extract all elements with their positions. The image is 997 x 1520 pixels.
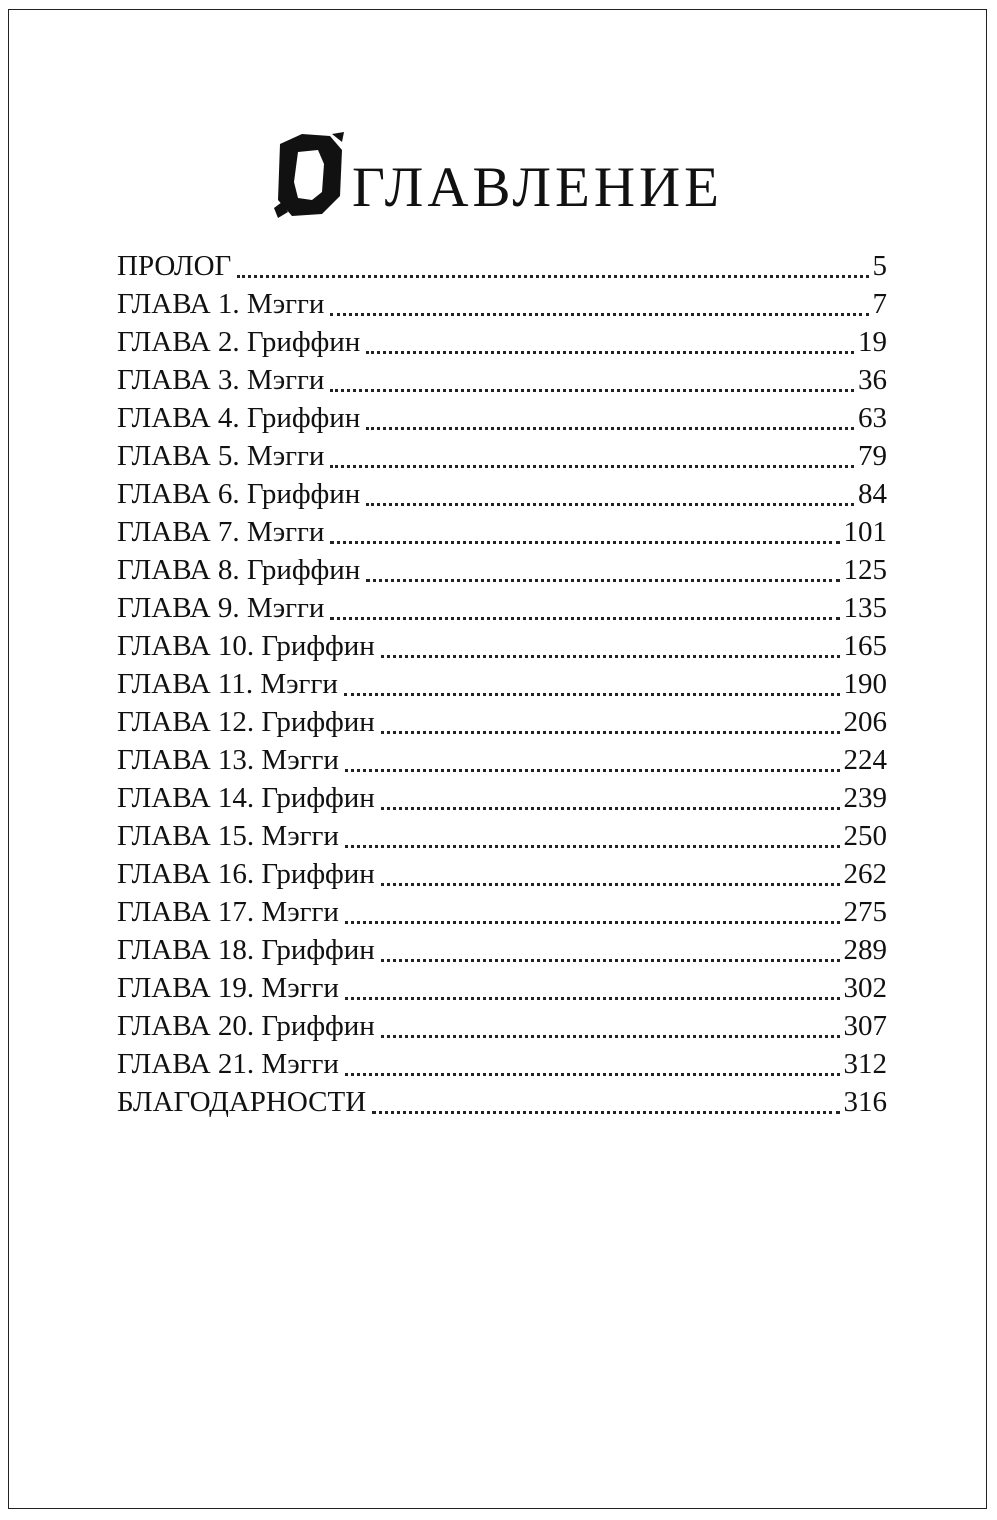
dot-leader bbox=[381, 883, 840, 886]
toc-entry-label: ГЛАВА 8. Гриффин bbox=[117, 554, 361, 586]
toc-entry-page-number: 63 bbox=[858, 402, 887, 434]
toc-entry bbox=[117, 437, 887, 475]
toc-entry-page-number: 206 bbox=[843, 706, 887, 738]
toc-entry-label: ГЛАВА 19. Мэгги bbox=[117, 972, 339, 1004]
toc-entry-page-number: 289 bbox=[843, 934, 887, 966]
dot-leader bbox=[372, 1111, 839, 1114]
toc-entry-page-number: 224 bbox=[843, 744, 887, 776]
dot-leader bbox=[344, 693, 840, 696]
toc-entry bbox=[117, 1083, 887, 1121]
toc-entry-page-number: 239 bbox=[843, 782, 887, 814]
dot-leader bbox=[330, 389, 854, 392]
toc-entry-label: ГЛАВА 3. Мэгги bbox=[117, 364, 325, 396]
dot-leader bbox=[330, 465, 854, 468]
toc-entry-label: ГЛАВА 12. Гриффин bbox=[117, 706, 375, 738]
toc-entry bbox=[117, 361, 887, 399]
toc-entry bbox=[117, 323, 887, 361]
toc-entry-page-number: 125 bbox=[843, 554, 887, 586]
toc-entry-label: ГЛАВА 21. Мэгги bbox=[117, 1048, 339, 1080]
dot-leader bbox=[366, 427, 854, 430]
toc-entry bbox=[117, 513, 887, 551]
toc-entry-page-number: 316 bbox=[843, 1086, 887, 1118]
dot-leader bbox=[366, 503, 854, 506]
toc-entry bbox=[117, 247, 887, 285]
toc-entry bbox=[117, 893, 887, 931]
ornate-o-icon bbox=[272, 130, 346, 220]
toc-entry bbox=[117, 817, 887, 855]
toc-entry bbox=[117, 741, 887, 779]
toc-entry-page-number: 312 bbox=[843, 1048, 887, 1080]
toc-entry bbox=[117, 779, 887, 817]
book-page bbox=[8, 9, 987, 1509]
dot-leader bbox=[345, 997, 840, 1000]
dot-leader bbox=[237, 275, 868, 278]
toc-entry-page-number: 250 bbox=[843, 820, 887, 852]
toc-entry-page-number: 5 bbox=[872, 250, 887, 282]
toc-entry-page-number: 19 bbox=[858, 326, 887, 358]
dot-leader bbox=[330, 617, 839, 620]
toc-entry-page-number: 165 bbox=[843, 630, 887, 662]
toc-entry-label: ГЛАВА 11. Мэгги bbox=[117, 668, 338, 700]
toc-entry-page-number: 135 bbox=[843, 592, 887, 624]
toc-entry bbox=[117, 931, 887, 969]
toc-entry-page-number: 190 bbox=[843, 668, 887, 700]
dot-leader bbox=[345, 769, 840, 772]
dot-leader bbox=[381, 1035, 840, 1038]
table-of-contents bbox=[117, 247, 887, 1121]
toc-entry-page-number: 101 bbox=[843, 516, 887, 548]
toc-entry-label: ГЛАВА 6. Гриффин bbox=[117, 478, 361, 510]
dot-leader bbox=[381, 959, 840, 962]
toc-entry bbox=[117, 399, 887, 437]
toc-entry-label: ГЛАВА 2. Гриффин bbox=[117, 326, 361, 358]
toc-entry-page-number: 36 bbox=[858, 364, 887, 396]
toc-entry-label: ГЛАВА 16. Гриффин bbox=[117, 858, 375, 890]
toc-entry-label: ГЛАВА 5. Мэгги bbox=[117, 440, 325, 472]
dot-leader bbox=[345, 921, 840, 924]
toc-entry-label: ГЛАВА 9. Мэгги bbox=[117, 592, 325, 624]
toc-entry-page-number: 84 bbox=[858, 478, 887, 510]
toc-entry bbox=[117, 589, 887, 627]
toc-entry bbox=[117, 969, 887, 1007]
title-text: главление bbox=[352, 133, 723, 224]
toc-entry-label: ГЛАВА 17. Мэгги bbox=[117, 896, 339, 928]
dot-leader bbox=[330, 541, 839, 544]
dot-leader bbox=[381, 807, 840, 810]
dot-leader bbox=[381, 731, 840, 734]
toc-entry bbox=[117, 551, 887, 589]
toc-entry-label: ГЛАВА 1. Мэгги bbox=[117, 288, 325, 320]
toc-entry-label: ПРОЛОГ bbox=[117, 250, 232, 282]
toc-entry-label: ГЛАВА 10. Гриффин bbox=[117, 630, 375, 662]
decorative-initial-o bbox=[272, 130, 346, 220]
dot-leader bbox=[381, 655, 840, 658]
toc-entry bbox=[117, 627, 887, 665]
toc-entry-page-number: 262 bbox=[843, 858, 887, 890]
toc-entry-label: ГЛАВА 4. Гриффин bbox=[117, 402, 361, 434]
dot-leader bbox=[330, 313, 868, 316]
dot-leader bbox=[345, 845, 840, 848]
toc-entry-label: ГЛАВА 18. Гриффин bbox=[117, 934, 375, 966]
toc-entry bbox=[117, 285, 887, 323]
toc-entry-page-number: 79 bbox=[858, 440, 887, 472]
toc-entry bbox=[117, 1007, 887, 1045]
toc-entry bbox=[117, 665, 887, 703]
page-title bbox=[9, 130, 986, 224]
toc-entry-label: ГЛАВА 7. Мэгги bbox=[117, 516, 325, 548]
dot-leader bbox=[345, 1073, 840, 1076]
toc-entry-page-number: 302 bbox=[843, 972, 887, 1004]
toc-entry-page-number: 307 bbox=[843, 1010, 887, 1042]
toc-entry-label: ГЛАВА 20. Гриффин bbox=[117, 1010, 375, 1042]
toc-entry-label: БЛАГОДАРНОСТИ bbox=[117, 1086, 367, 1118]
toc-entry-label: ГЛАВА 13. Мэгги bbox=[117, 744, 339, 776]
toc-entry-label: ГЛАВА 15. Мэгги bbox=[117, 820, 339, 852]
toc-entry bbox=[117, 1045, 887, 1083]
dot-leader bbox=[366, 579, 839, 582]
toc-entry bbox=[117, 475, 887, 513]
dot-leader bbox=[366, 351, 854, 354]
toc-entry-page-number: 275 bbox=[843, 896, 887, 928]
toc-entry bbox=[117, 703, 887, 741]
toc-entry bbox=[117, 855, 887, 893]
toc-entry-label: ГЛАВА 14. Гриффин bbox=[117, 782, 375, 814]
toc-entry-page-number: 7 bbox=[872, 288, 887, 320]
